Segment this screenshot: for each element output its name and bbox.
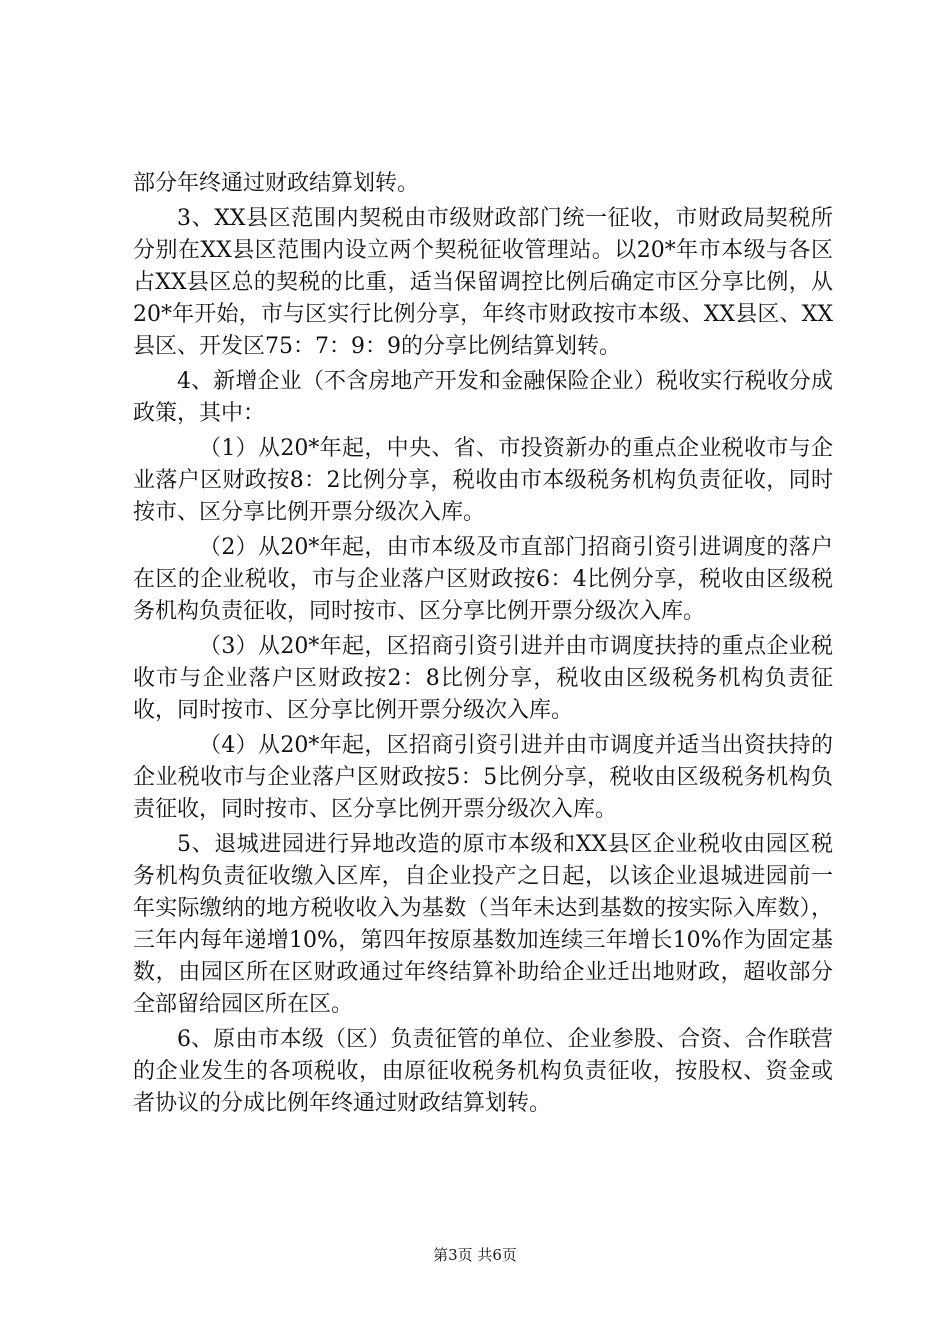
paragraph-item-4: 4、新增企业（不含房地产开发和金融保险企业）税收实行税收分成政策，其中： — [133, 369, 833, 426]
paragraph-item-3: 3、XX县区范围内契税由市级财政部门统一征收，市财政局契税所分别在XX县区范围内设立两个契税征收管理站。以20*年市本级与各区占XX县区总的契税的比重，适当保留调控比例后确定市区分享比例，从20*年开始，市与区实行比例分享，年终市财政按市本级、XX县区、XX县区、开发区75：7：9：9的分享比例结算划转。 — [133, 206, 833, 359]
page-number-footer: 第3页 共6页 — [433, 1246, 517, 1264]
paragraph-subitem-1: （1）从20*年起，中央、省、市投资新办的重点企业税收市与企业落户区财政按8：2比例分享，税收由市本级税务机构负责征收，同时按市、区分享比例开票分级次入库。 — [133, 436, 833, 525]
paragraph-item-6: 6、原由市本级（区）负责征管的单位、企业参股、合资、合作联营的企业发生的各项税收，由原征收税务机构负责征收，按股权、资金或者协议的分成比例年终通过财政结算划转。 — [133, 1027, 833, 1116]
paragraph-subitem-4: （4）从20*年起，区招商引资引进并由市调度并适当出资扶持的企业税收市与企业落户区财政按5：5比例分享，税收由区级税务机构负责征收，同时按市、区分享比例开票分级次入库。 — [133, 733, 833, 822]
paragraph-continuation: 部分年终通过财政结算划转。 — [133, 171, 420, 196]
paragraph-subitem-3: （3）从20*年起，区招商引资引进并由市调度扶持的重点企业税收市与企业落户区财政按2：8比例分享，税收由区级税务机构负责征收，同时按市、区分享比例开票分级次入库。 — [133, 634, 833, 723]
document-body — [133, 168, 833, 1123]
paragraph-item-5: 5、退城进园进行异地改造的原市本级和XX县区企业税收由园区税务机构负责征收缴入区库，自企业投产之日起，以该企业退城进园前一年实际缴纳的地方税收收入为基数（当年未达到基数的按实际入库数），三年内每年递增10%，第四年按原基数加连续三年增长10%作为固定基数，由园区所在区财政通过年终结算补助给企业迁出地财政，超收部分全部留给园区所在区。 — [133, 832, 833, 1017]
paragraph-subitem-2: （2）从20*年起，由市本级及市直部门招商引资引进调度的落户在区的企业税收，市与企业落户区财政按6：4比例分享，税收由区级税务机构负责征收，同时按市、区分享比例开票分级次入库。 — [133, 535, 833, 624]
